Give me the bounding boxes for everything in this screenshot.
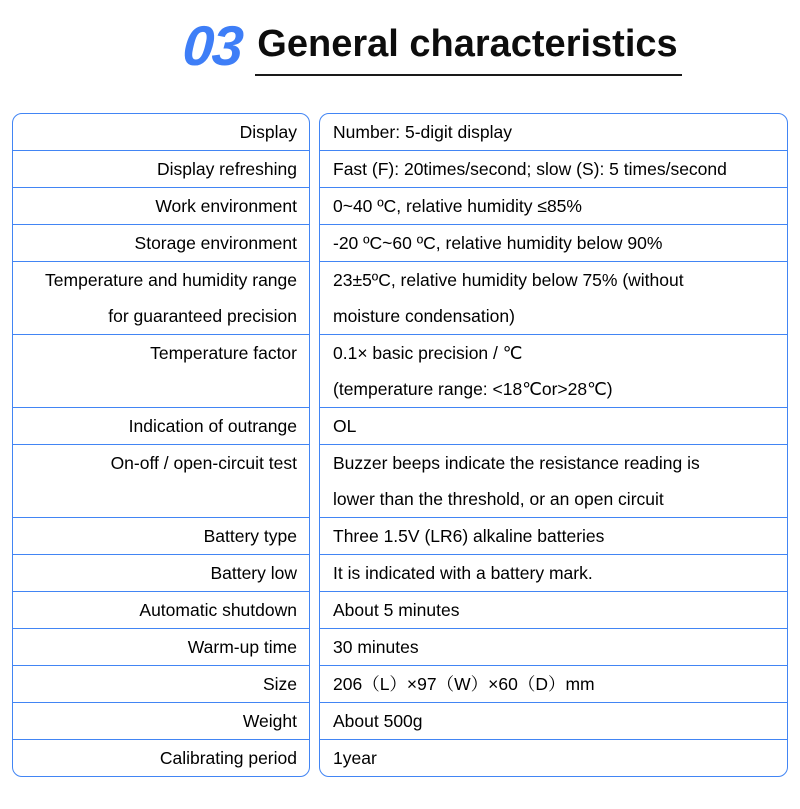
row-value: 1year <box>333 748 377 768</box>
label-column <box>12 113 310 777</box>
table-row <box>320 445 787 518</box>
table-row <box>320 408 787 445</box>
section-header <box>180 14 682 77</box>
row-value: Three 1.5V (LR6) alkaline batteries <box>333 526 605 546</box>
row-label: On-off / open-circuit test <box>110 453 297 473</box>
row-label: Display refreshing <box>156 159 297 179</box>
row-value: About 500g <box>333 711 423 731</box>
table-row <box>320 555 787 592</box>
table-row <box>320 518 787 555</box>
row-label: Work environment <box>155 196 297 216</box>
table-row <box>320 262 787 335</box>
table-row <box>13 408 309 445</box>
table-row <box>13 518 309 555</box>
row-value: lower than the threshold, or an open circuit <box>333 489 664 509</box>
row-label: Battery low <box>210 563 297 583</box>
row-value: (temperature range: <18℃or>28℃) <box>333 379 613 399</box>
table-row <box>320 703 787 740</box>
row-value: It is indicated with a battery mark. <box>333 563 593 583</box>
table-row <box>320 629 787 666</box>
row-label: Automatic shutdown <box>139 600 297 620</box>
table-row <box>13 629 309 666</box>
table-row <box>320 740 787 776</box>
table-row <box>13 666 309 703</box>
table-row <box>320 188 787 225</box>
row-label: Temperature and humidity range <box>45 270 297 290</box>
row-value: 0.1× basic precision / ℃ <box>333 343 523 363</box>
table-row <box>13 262 309 335</box>
row-label: Temperature factor <box>150 343 297 363</box>
row-label: Display <box>239 122 297 142</box>
row-value: Buzzer beeps indicate the resistance reading is <box>333 453 700 473</box>
section-number: 03 <box>180 14 244 77</box>
table-row <box>13 188 309 225</box>
table-row <box>13 225 309 262</box>
table-row <box>13 114 309 151</box>
row-label: for guaranteed precision <box>108 306 297 326</box>
row-value: -20 ºC~60 ºC, relative humidity below 90% <box>333 233 663 253</box>
table-row <box>13 703 309 740</box>
table-row <box>320 225 787 262</box>
row-value: 206（L）×97（W）×60（D）mm <box>333 674 595 694</box>
row-value: 30 minutes <box>333 637 419 657</box>
value-column <box>319 113 788 777</box>
page-title: General characteristics <box>255 22 681 76</box>
row-label: Calibrating period <box>159 748 297 768</box>
table-row <box>13 445 309 518</box>
row-value: 23±5ºC, relative humidity below 75% (without <box>333 270 684 290</box>
row-value: OL <box>333 416 357 436</box>
row-label: Weight <box>242 711 297 731</box>
row-label: Size <box>262 674 297 694</box>
row-label: Battery type <box>203 526 297 546</box>
spec-table <box>12 113 788 777</box>
table-row <box>320 666 787 703</box>
table-row <box>320 335 787 408</box>
row-label: Warm-up time <box>187 637 297 657</box>
row-label: Indication of outrange <box>128 416 297 436</box>
table-row <box>13 151 309 188</box>
table-row <box>320 592 787 629</box>
table-row <box>13 555 309 592</box>
row-value: moisture condensation) <box>333 306 515 326</box>
row-value: Number: 5-digit display <box>333 122 512 142</box>
row-value: 0~40 ºC, relative humidity ≤85% <box>333 196 582 216</box>
table-row <box>320 114 787 151</box>
row-label: Storage environment <box>134 233 297 253</box>
table-row <box>13 740 309 776</box>
row-value: About 5 minutes <box>333 600 460 620</box>
table-row <box>13 335 309 408</box>
table-row <box>320 151 787 188</box>
table-row <box>13 592 309 629</box>
row-value: Fast (F): 20times/second; slow (S): 5 times/second <box>333 159 727 179</box>
